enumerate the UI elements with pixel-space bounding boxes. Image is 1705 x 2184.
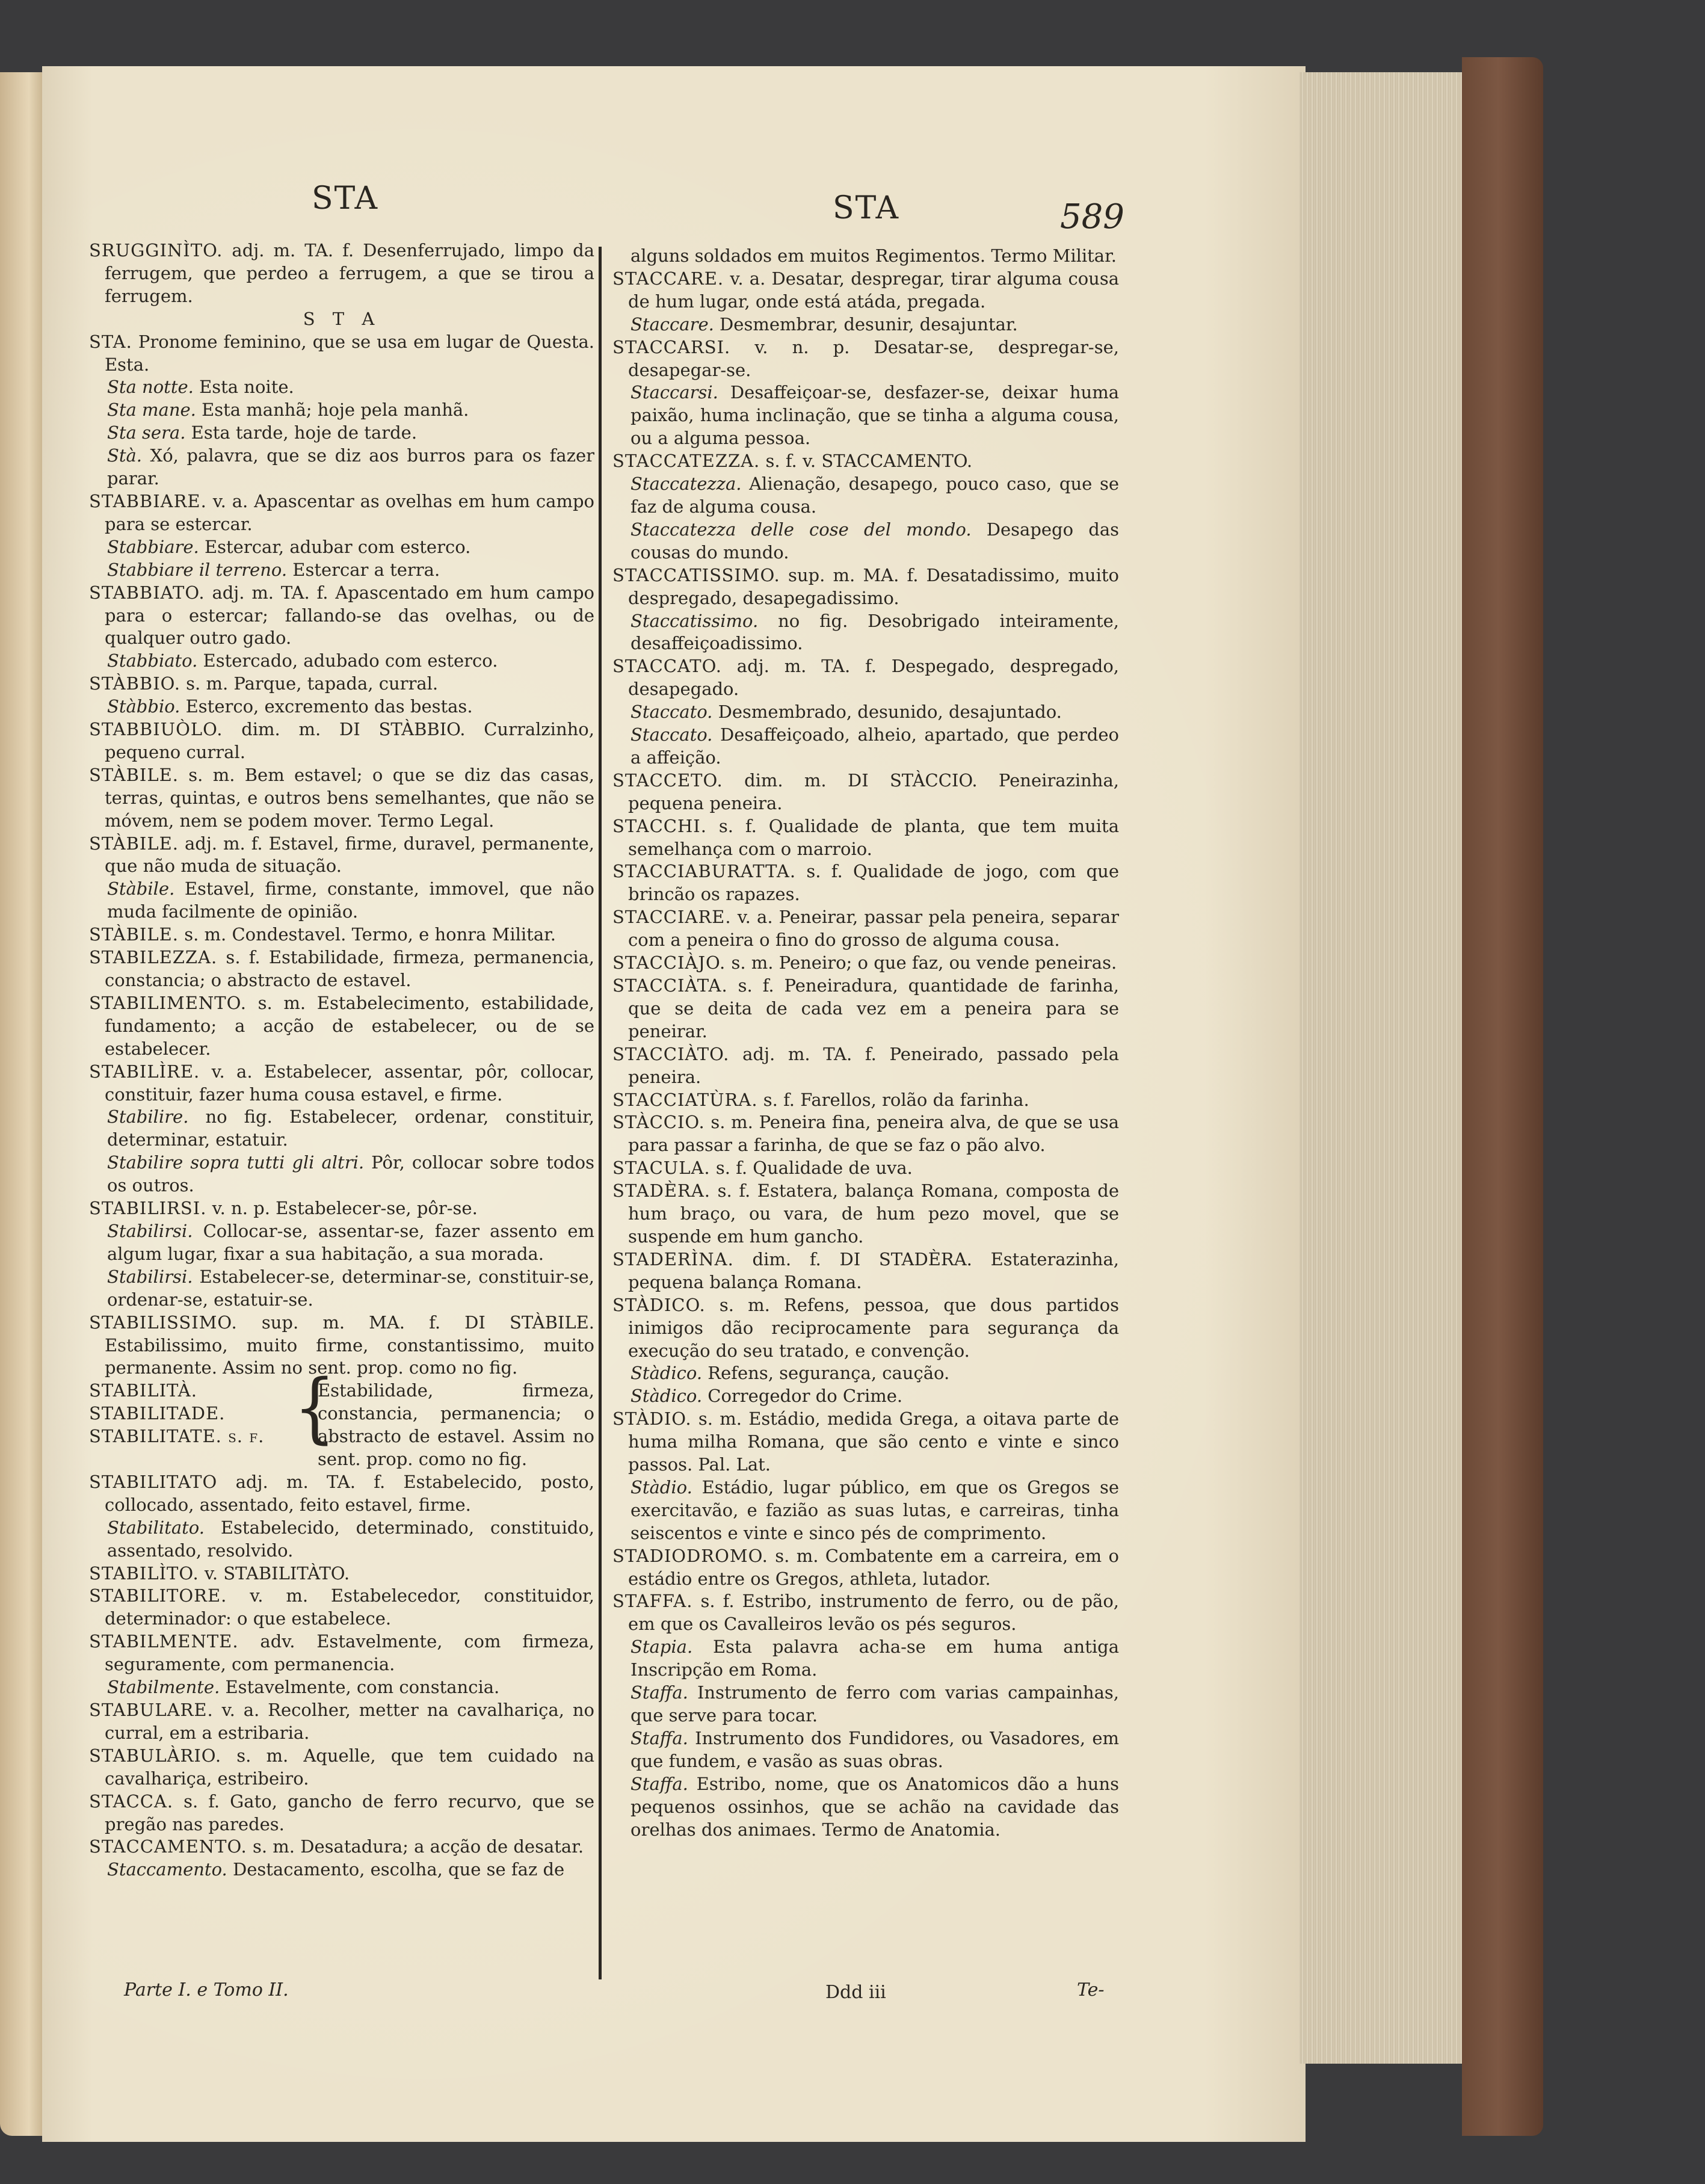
example-phrase: Staccato.	[631, 702, 713, 723]
definition: s. m. Condestavel. Termo, e honra Militar.	[178, 924, 557, 945]
headword: STACCATEZZA.	[612, 451, 760, 472]
definition: s. f. Gato, gancho de ferro recurvo, que se pregão nas paredes.	[105, 1791, 594, 1834]
definition: adj. m. TA. f. Peneirado, passado pela peneira.	[628, 1043, 1119, 1087]
definition: v. a. Apascentar as ovelhas em hum campo para se estercar.	[105, 490, 594, 534]
headword: STADÈRA.	[612, 1180, 711, 1202]
dictionary-entry	[89, 1266, 594, 1312]
definition: s. f. Qualidade de jogo, com que brincão os rapazes.	[628, 861, 1119, 905]
headword: STÀBILE.	[89, 833, 179, 854]
dictionary-entry	[89, 1836, 594, 1859]
sub-entry	[89, 376, 594, 399]
headword: STAFFA.	[612, 1591, 693, 1612]
sub-entry	[89, 422, 594, 445]
definition: v. n. p. Estabelecer-se, pôr-se.	[206, 1198, 478, 1219]
definition: Estabelecer-se, determinar-se, constituir-se, ordenar-se, estatuir-se.	[107, 1266, 594, 1310]
sub-entry	[89, 1517, 594, 1562]
example-phrase: Stabilirsi.	[107, 1220, 193, 1241]
dictionary-entry	[89, 924, 594, 946]
definition: Instrumento dos Fundidores, ou Vasadores, em que fundem, e vasão as suas obras.	[631, 1727, 1119, 1771]
sub-entry	[89, 536, 594, 559]
sub-entry	[612, 1682, 1119, 1727]
definition: adv. Estavelmente, com firmeza, seguramente, com permanencia.	[105, 1631, 594, 1675]
headword: STABBIATO.	[89, 582, 205, 603]
dictionary-entry	[612, 815, 1119, 861]
headword: STABILITÀ.	[89, 1380, 197, 1401]
headword: STABILITADE.	[89, 1403, 226, 1424]
dictionary-entry	[89, 559, 594, 582]
running-head-left: STA	[312, 180, 379, 217]
headword: STACCIÀJO.	[612, 952, 726, 973]
example-phrase: Stabbiato.	[107, 650, 198, 671]
headword: STABBIUÒLO.	[89, 719, 223, 740]
example-phrase: Stabbiare.	[107, 536, 199, 557]
dictionary-entry	[89, 878, 594, 924]
headword: SRUGGINÌTO.	[89, 240, 223, 261]
definition: v. a. Recolher, metter na cavalhariça, no curral, em a estribaria.	[105, 1700, 594, 1743]
dictionary-entry	[89, 764, 594, 833]
dictionary-entry	[612, 1385, 1119, 1408]
example-phrase: Staccatissimo.	[631, 610, 759, 631]
sub-entry	[89, 696, 594, 718]
dictionary-entry	[612, 381, 1119, 450]
example-phrase: Sta sera.	[107, 422, 186, 443]
headword: STACCARE.	[612, 268, 724, 289]
example-phrase: Stabilitato.	[107, 1517, 205, 1538]
definition: v. a. Estabelecer, assentar, pôr, collocar, constituir, fazer huma cousa estavel, e firme.	[105, 1061, 594, 1105]
dictionary-entry	[612, 906, 1119, 952]
headword: STACCIÀTA.	[612, 975, 728, 996]
footer-catchword: Te-	[1077, 1979, 1105, 2000]
dictionary-entry	[612, 336, 1119, 382]
definition: s. m. Bem estavel; o que se diz das casas, terras, quintas, e outros bens semelhantes, que não se móvem, nem se podem mover. Termo Legal.	[105, 764, 594, 831]
definition: Estádio, lugar público, em que os Gregos se exercitavão, e fazião as suas lutas, e carreiras, tinha seiscentos e vinte e sinco pés de comprimento.	[631, 1476, 1119, 1543]
example-phrase: Sta mane.	[107, 399, 196, 421]
definition: s. f. v. STACCAMENTO.	[760, 451, 973, 472]
sub-entry	[612, 610, 1119, 656]
definition: Pôr, collocar sobre todos os outros.	[107, 1152, 594, 1196]
left-column	[89, 239, 594, 1881]
sub-entry	[89, 1152, 594, 1197]
definition: Pronome feminino, que se usa em lugar de Questa. Esta.	[105, 331, 594, 375]
example-phrase: Stàdio.	[631, 1476, 692, 1498]
definition: sup. m. MA. f. DI STÀBILE. Estabilissimo, muito firme, constantissimo, muito permanente. Assim no sent. prop. como no fig.	[105, 1312, 594, 1378]
sub-entry	[89, 1266, 594, 1312]
definition: s. m. Peneiro; o que faz, ou vende peneiras.	[726, 952, 1117, 973]
dictionary-entry	[89, 1745, 594, 1791]
example-phrase: Staffa.	[631, 1773, 688, 1794]
definition: Instrumento de ferro com varias campainhas, que serve para tocar.	[631, 1682, 1119, 1726]
dictionary-entry	[612, 1089, 1119, 1112]
dictionary-entry	[612, 1111, 1119, 1157]
dictionary-entry	[612, 519, 1119, 564]
dictionary-entry	[612, 1636, 1119, 1682]
example-phrase: Stabilire.	[107, 1106, 189, 1127]
example-phrase: Staccatezza delle cose del mondo.	[631, 519, 972, 540]
dictionary-entry	[89, 650, 594, 673]
footer-volume: Parte I. e Tomo II.	[124, 1979, 289, 2000]
sub-entry	[89, 445, 594, 490]
sub-entry	[612, 1727, 1119, 1773]
sub-entry	[612, 313, 1119, 336]
dictionary-entry	[612, 1180, 1119, 1248]
headword: STACCIATÙRA.	[612, 1089, 758, 1110]
headword: STABILMENTE.	[89, 1631, 239, 1652]
example-phrase: Stabbiare il terreno.	[107, 559, 288, 580]
headword: STACCARSI.	[612, 336, 731, 357]
headword: STABILITATO	[89, 1471, 218, 1492]
definition: v. STABILITÀTO.	[199, 1562, 350, 1584]
headword: STABILÌTO.	[89, 1562, 199, 1584]
example-phrase: Stà.	[107, 445, 143, 466]
definition: Xó, palavra, que se diz aos burros para os fazer parar.	[107, 445, 594, 489]
definition: sup. m. MA. f. Desatadissimo, muito despregado, desapegadissimo.	[628, 564, 1119, 608]
running-head-right: STA	[833, 190, 900, 226]
definition: Refens, segurança, caução.	[702, 1363, 950, 1384]
definition: adj. m. f. Estavel, firme, duravel, permanente, que não muda de situação.	[105, 833, 594, 877]
definition: s. m. Estádio, medida Grega, a oitava parte de huma milha Romana, que são cento e vinte e sinco passos. Pal. Lat.	[628, 1408, 1119, 1475]
sub-entry	[612, 473, 1119, 519]
dictionary-entry	[89, 992, 594, 1061]
headword: STABILITORE.	[89, 1585, 227, 1606]
definition: Desapego das cousas do mundo.	[631, 519, 1119, 563]
page-number: 589	[1060, 197, 1124, 236]
headword: STACCATO.	[612, 656, 722, 677]
example-phrase: Stabilmente.	[107, 1677, 220, 1698]
definition: Esterco, excremento das bestas.	[180, 696, 473, 717]
sub-entry	[612, 519, 1119, 564]
sub-entry	[612, 381, 1119, 450]
headword: STABILIMENTO.	[89, 992, 247, 1013]
definition: s. m. Estabelecimento, estabilidade, fundamento; a acção de estabelecer, ou de se estabelecer.	[105, 992, 594, 1059]
dictionary-entry	[89, 399, 594, 422]
dictionary-entry	[612, 952, 1119, 975]
definition: Collocar-se, assentar-se, fazer assento em algum lugar, fixar a sua habitação, a sua morada.	[107, 1220, 594, 1264]
definition: dim. f. DI STADÈRA. Estaterazinha, pequena balança Romana.	[628, 1248, 1119, 1292]
definition: s. m. Peneira fina, peneira alva, de que se usa para passar a farinha, de que se faz o pão alvo.	[628, 1112, 1119, 1156]
definition: v. n. p. Desatar-se, despregar-se, desapegar-se.	[628, 336, 1119, 380]
headword: STABBIARE.	[89, 490, 207, 511]
headword: STACCAMENTO.	[89, 1836, 247, 1857]
dictionary-entry	[89, 1152, 594, 1197]
example-phrase: Stàbile.	[107, 878, 175, 899]
definition: Estabilidade, firmeza, constancia, permanencia; o abstracto de estavel. Assim no sent. prop. como no fig.	[318, 1380, 594, 1470]
dictionary-entry	[89, 1197, 594, 1220]
headword: STACCHI.	[612, 815, 707, 836]
example-phrase: Staffa.	[631, 1727, 688, 1748]
headword: STABILITATE. s. f.	[89, 1426, 265, 1447]
definition: Alienação, desapego, pouco caso, que se faz de alguma cousa.	[631, 474, 1119, 517]
dictionary-entry	[89, 696, 594, 718]
headword: STÀBBIO.	[89, 673, 180, 694]
definition: Desaffeiçoado, alheio, apartado, que perdeo a affeição.	[631, 724, 1119, 768]
sub-entry	[89, 878, 594, 924]
definition: Desmembrar, desunir, desajuntar.	[714, 313, 1018, 335]
dictionary-entry	[612, 1362, 1119, 1385]
section-heading: S T A	[303, 308, 381, 329]
headword: STABILEZZA.	[89, 947, 218, 968]
dictionary-entry	[89, 422, 594, 445]
sub-entry	[612, 1385, 1119, 1408]
sub-entry	[612, 1636, 1119, 1682]
definition: Estribo, nome, que os Anatomicos dão a huns pequenos ossinhos, que se achão na cavidade das orelhas dos animaes. Termo de Anatomia.	[631, 1773, 1119, 1840]
definition: Estercar, adubar com esterco.	[199, 536, 471, 557]
definition: s. f. Estribo, instrumento de ferro, ou de pão, em que os Cavalleiros levão os pés seguros.	[628, 1591, 1119, 1635]
definition: Corregedor do Crime.	[702, 1386, 903, 1407]
dictionary-entry	[612, 1043, 1119, 1089]
definition: Desmembrado, desunido, desajuntado.	[712, 702, 1062, 723]
dictionary-entry	[612, 450, 1119, 473]
dictionary-entry	[612, 268, 1119, 313]
definition: s. f. Qualidade de planta, que tem muita semelhança com o marroio.	[628, 815, 1119, 859]
definition: adj. m. TA. f. Desenferrujado, limpo da ferrugem, que perdeo a ferrugem, a que se tirou a ferrugem.	[105, 240, 594, 306]
definition: s. m. Aquelle, que tem cuidado na cavalhariça, estribeiro.	[105, 1745, 594, 1789]
example-phrase: Stàdico.	[631, 1363, 703, 1384]
definition: s. f. Estatera, balança Romana, composta de hum braço, ou vara, de hum pezo movel, que se suspende em hum gancho.	[628, 1180, 1119, 1247]
sub-entry	[89, 1220, 594, 1266]
definition: Desaffeiçoar-se, desfazer-se, deixar huma paixão, huma inclinação, que se tinha a alguma cousa, ou a alguma pessoa.	[631, 382, 1119, 449]
sub-entry	[89, 559, 594, 582]
definition: Estavel, firme, constante, immovel, que não muda facilmente de opinião.	[107, 878, 594, 922]
headword: STACCIARE.	[612, 907, 732, 928]
dictionary-entry	[89, 1699, 594, 1745]
definition: Estabelecido, determinado, constituido, assentado, resolvido.	[107, 1517, 594, 1561]
dictionary-entry	[89, 1220, 594, 1266]
sub-entry	[89, 1859, 594, 1881]
headword: STÀCCIO.	[612, 1112, 705, 1133]
definition: Esta noite.	[193, 377, 294, 398]
definition: s. m. Combatente em a carreira, em o estádio entre os Gregos, athleta, lutador.	[628, 1545, 1119, 1589]
definition: v. m. Estabelecedor, constituidor, determinador: o que estabelece.	[105, 1585, 594, 1629]
dictionary-entry	[89, 946, 594, 992]
book-cover	[1462, 57, 1543, 2136]
definition: adj. m. TA. f. Estabelecido, posto, collocado, assentado, feito estavel, firme.	[105, 1471, 594, 1515]
dictionary-entry	[612, 860, 1119, 906]
dictionary-entry	[612, 1157, 1119, 1180]
headword: STÀDIO.	[612, 1408, 692, 1430]
definition: s. f. Qualidade de uva.	[710, 1158, 913, 1179]
definition: s. m. Parque, tapada, curral.	[180, 673, 439, 694]
example-phrase: Staccarsi.	[631, 382, 718, 403]
dictionary-entry	[89, 1562, 594, 1585]
definition: s. m. Desatadura; a acção de desatar.	[247, 1836, 584, 1857]
dictionary-entry	[89, 1791, 594, 1836]
definition: s. m. Refens, pessoa, que dous partidos inimigos dão reciprocamente para segurança da execução do seu tratado, e convenção.	[628, 1294, 1119, 1361]
dictionary-entry	[89, 1061, 594, 1106]
dictionary-entry	[89, 582, 594, 650]
dictionary-entry	[612, 770, 1119, 815]
definition: adj. m. TA. f. Despegado, despregado, desapegado.	[628, 656, 1119, 700]
example-phrase: Staffa.	[631, 1682, 688, 1703]
headword: STACCA.	[89, 1791, 174, 1812]
headword: STADERÌNA.	[612, 1248, 734, 1269]
dictionary-entry	[612, 655, 1119, 701]
dictionary-entry	[89, 1517, 594, 1562]
definition: Esta palavra acha-se em huma antiga Inscripção em Roma.	[631, 1636, 1119, 1680]
dictionary-entry	[612, 313, 1119, 336]
dictionary-entry	[612, 473, 1119, 519]
sub-entry	[89, 650, 594, 673]
example-phrase: Stàbbio.	[107, 696, 180, 717]
dictionary-entry	[89, 536, 594, 559]
headword: STACCIABURATTA.	[612, 861, 797, 882]
headword: STABILÌRE.	[89, 1061, 200, 1082]
headword: STACULA.	[612, 1158, 711, 1179]
sub-entry	[612, 724, 1119, 770]
dictionary-entry	[89, 833, 594, 878]
dictionary-entry	[612, 1545, 1119, 1591]
dictionary-entry	[612, 1773, 1119, 1842]
column-rule	[599, 247, 602, 1979]
example-phrase: Staccatezza.	[631, 474, 742, 495]
headword: STACCETO.	[612, 770, 723, 791]
dictionary-entry	[89, 331, 594, 377]
dictionary-entry	[89, 1676, 594, 1699]
sub-entry	[612, 1476, 1119, 1545]
definition: dim. m. DI STÀBBIO. Curralzinho, pequeno curral.	[105, 719, 594, 762]
definition: Esta manhã; hoje pela manhã.	[196, 399, 469, 421]
definition: Destacamento, escolha, que se faz de	[227, 1859, 565, 1880]
page-edges	[1300, 72, 1468, 2064]
headword: STÀDICO.	[612, 1294, 706, 1315]
dictionary-entry	[612, 1248, 1119, 1294]
dictionary-entry	[612, 1682, 1119, 1727]
definition: s. f. Peneiradura, quantidade de farinha, que se deita de cada vez em a peneira para se peneirar.	[628, 975, 1119, 1041]
headword: STACCATISSIMO.	[612, 564, 780, 585]
dictionary-entry	[612, 1408, 1119, 1476]
example-phrase: Stapia.	[631, 1636, 693, 1658]
definition: dim. m. DI STÀCCIO. Peneirazinha, pequena peneira.	[628, 770, 1119, 813]
headword: STÀBILE.	[89, 924, 179, 945]
sub-entry	[612, 701, 1119, 724]
definition: v. a. Peneirar, passar pela peneira, separar com a peneira o fino do grosso de alguma cousa.	[628, 907, 1119, 951]
definition: adj. m. TA. f. Apascentado em hum campo para o estercar; fallando-se das ovelhas, ou de qualquer outro gado.	[105, 582, 594, 649]
bracket-headwords	[89, 1380, 294, 1471]
headword: STABILIRSI.	[89, 1198, 207, 1219]
definition: Estercar a terra.	[287, 559, 440, 580]
dictionary-entry	[89, 239, 594, 308]
brace-mark: {	[294, 1363, 336, 1452]
dictionary-entry	[89, 1630, 594, 1676]
dictionary-entry	[612, 245, 1119, 268]
example-phrase: Stàdico.	[631, 1386, 703, 1407]
dictionary-entry	[89, 445, 594, 490]
headword: STACCIÀTO.	[612, 1043, 730, 1064]
dictionary-entry	[612, 564, 1119, 610]
dictionary-entry	[89, 490, 594, 536]
headword: STABULÀRIO.	[89, 1745, 222, 1766]
example-phrase: Staccamento.	[107, 1859, 227, 1880]
definition: v. a. Desatar, despregar, tirar alguma cousa de hum lugar, onde está atáda, pregada.	[628, 268, 1119, 312]
example-phrase: Stabilire sopra tutti gli altri.	[107, 1152, 365, 1173]
example-phrase: Stabilirsi.	[107, 1266, 193, 1287]
definition: Esta tarde, hoje de tarde.	[185, 422, 418, 443]
sub-entry	[89, 1106, 594, 1152]
headword: STABILISSIMO.	[89, 1312, 238, 1333]
sub-entry	[89, 399, 594, 422]
dictionary-entry	[612, 1727, 1119, 1773]
dictionary-entry	[89, 1106, 594, 1152]
dictionary-entry	[612, 1476, 1119, 1545]
dictionary-entry	[89, 1859, 594, 1881]
dictionary-entry	[612, 610, 1119, 656]
dictionary-entry	[89, 718, 594, 764]
dictionary-entry	[612, 1294, 1119, 1363]
dictionary-entry	[612, 1590, 1119, 1636]
dictionary-entry	[612, 701, 1119, 724]
left-page-edge	[0, 72, 48, 2136]
definition: Estercado, adubado com esterco.	[197, 650, 498, 671]
example-phrase: Sta notte.	[107, 377, 194, 398]
sub-entry	[612, 1362, 1119, 1385]
example-phrase: Staccare.	[631, 313, 714, 335]
definition: no fig. Desobrigado inteiramente, desaffeiçoadissimo.	[631, 610, 1119, 654]
continuation-text: alguns soldados em muitos Regimentos. Termo Militar.	[631, 245, 1117, 266]
definition: s. f. Farellos, rolão da farinha.	[757, 1089, 1029, 1110]
sub-entry	[612, 1773, 1119, 1842]
definition: s. f. Estabilidade, firmeza, permanencia, constancia; o abstracto de estavel.	[105, 947, 594, 990]
definition: Estavelmente, com constancia.	[220, 1677, 500, 1698]
dictionary-entry	[89, 673, 594, 696]
headword: STADIODROMO.	[612, 1545, 768, 1566]
dictionary-entry	[89, 376, 594, 399]
headword: STA.	[89, 331, 132, 352]
bracketed-entry-group	[89, 1363, 594, 1471]
right-column	[612, 245, 1119, 1841]
example-phrase: Staccato.	[631, 724, 713, 745]
dictionary-entry	[89, 1585, 594, 1630]
dictionary-entry	[612, 724, 1119, 770]
definition: no fig. Estabelecer, ordenar, constituir, determinar, estatuir.	[107, 1106, 594, 1150]
headword: STABULARE.	[89, 1700, 214, 1720]
headword: STÀBILE.	[89, 764, 179, 785]
dictionary-entry	[89, 1312, 594, 1380]
dictionary-entry	[612, 975, 1119, 1043]
dictionary-entry	[89, 1471, 594, 1517]
footer-signature: Ddd iii	[825, 1982, 886, 2003]
sub-entry	[89, 1676, 594, 1699]
